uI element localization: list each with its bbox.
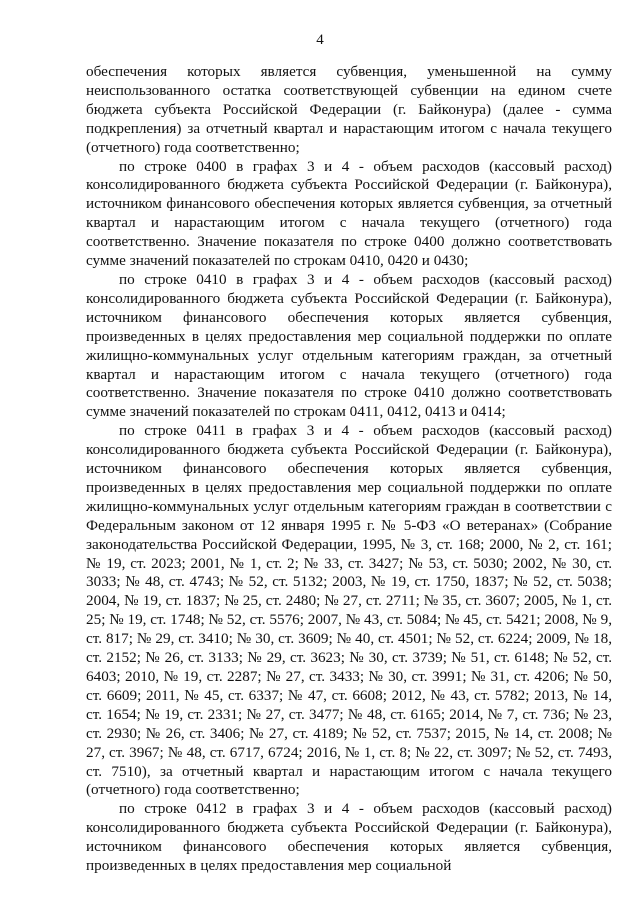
document-body <box>86 63 612 876</box>
paragraph-line-0411: по строке 0411 в графах 3 и 4 - объем расходов (кассовый расход) консолидированного бюджета субъекта Российской Федерации (г. Байконура), источником финансового обеспечения которых является субвенция, произведенных в целях предоставления мер социальной поддержки по оплате жилищно-коммунальных услуг отдельным категориям граждан в соответствии с Федеральным законом от 12 января 1995 г. № 5-ФЗ «О ветеранах» (Собрание законодательства Российской Федерации, 1995, № 3, ст. 168; 2000, № 2, ст. 161; № 19, ст. 2023; 2001, № 1, ст. 2; № 33, ст. 3427; № 53, ст. 5030; 2002, № 30, ст. 3033; № 48, ст. 4743; № 52, ст. 5132; 2003, № 19, ст. 1750, 1837; № 52, ст. 5038; 2004, № 19, ст. 1837; № 25, ст. 2480; № 27, ст. 2711; № 35, ст. 3607; 2005, № 1, ст. 25; № 19, ст. 1748; № 52, ст. 5576; 2007, № 43, ст. 5084; № 45, ст. 5421; 2008, № 9, ст. 817; № 29, ст. 3410; № 30, ст. 3609; № 40, ст. 4501; № 52, ст. 6224; 2009, № 18, ст. 2152; № 26, ст. 3133; № 29, ст. 3623; № 30, ст. 3739; № 51, ст. 6148; № 52, ст. 6403; 2010, № 19, ст. 2287; № 27, ст. 3433; № 30, ст. 3991; № 31, ст. 4206; № 50, ст. 6609; 2011, № 45, ст. 6337; № 47, ст. 6608; 2012, № 43, ст. 5782; 2013, № 14, ст. 1654; № 19, ст. 2331; № 27, ст. 3477; № 48, ст. 6165; 2014, № 7, ст. 736; № 23, ст. 2930; № 26, ст. 3406; № 27, ст. 4189; № 52, ст. 7537; 2015, № 14, ст. 2008; № 27, ст. 3967; № 48, ст. 6717, 6724; 2016, № 1, ст. 8; № 22, ст. 3097; № 52, ст. 7493, ст. 7510), за отчетный квартал и нарастающим итогом с начала текущего (отчетного) года соответственно; <box>86 422 612 799</box>
paragraph-continuation: обеспечения которых является субвенция, уменьшенной на сумму неиспользованного остатка соответствующей субвенции на едином счете бюджета субъекта Российской Федерации (г. Байконура) (далее - сумма подкрепления) за отчетный квартал и нарастающим итогом с начала текущего (отчетного) года соответственно; <box>86 63 612 156</box>
paragraph-line-0400: по строке 0400 в графах 3 и 4 - объем расходов (кассовый расход) консолидированного бюджета субъекта Российской Федерации (г. Байконура), источником финансового обеспечения которых является субвенция, за отчетный квартал и нарастающим итогом с начала текущего (отчетного) года соответственно. Значение показателя по строке 0400 должно соответствовать сумме значений показателей по строкам 0410, 0420 и 0430; <box>86 157 612 270</box>
paragraph-line-0412: по строке 0412 в графах 3 и 4 - объем расходов (кассовый расход) консолидированного бюджета субъекта Российской Федерации (г. Байконура), источником финансового обеспечения которых является субвенция, произведенных в целях предоставления мер социальной <box>86 800 612 875</box>
paragraph-line-0410: по строке 0410 в графах 3 и 4 - объем расходов (кассовый расход) консолидированного бюджета субъекта Российской Федерации (г. Байконура), источником финансового обеспечения которых является субвенция, произведенных в целях предоставления мер социальной поддержки по оплате жилищно-коммунальных услуг отдельным категориям граждан, за отчетный квартал и нарастающим итогом с начала текущего (отчетного) года соответственно. Значение показателя по строке 0410 должно соответствовать сумме значений показателей по строкам 0411, 0412, 0413 и 0414; <box>86 270 612 421</box>
page-number: 4 <box>316 32 324 48</box>
